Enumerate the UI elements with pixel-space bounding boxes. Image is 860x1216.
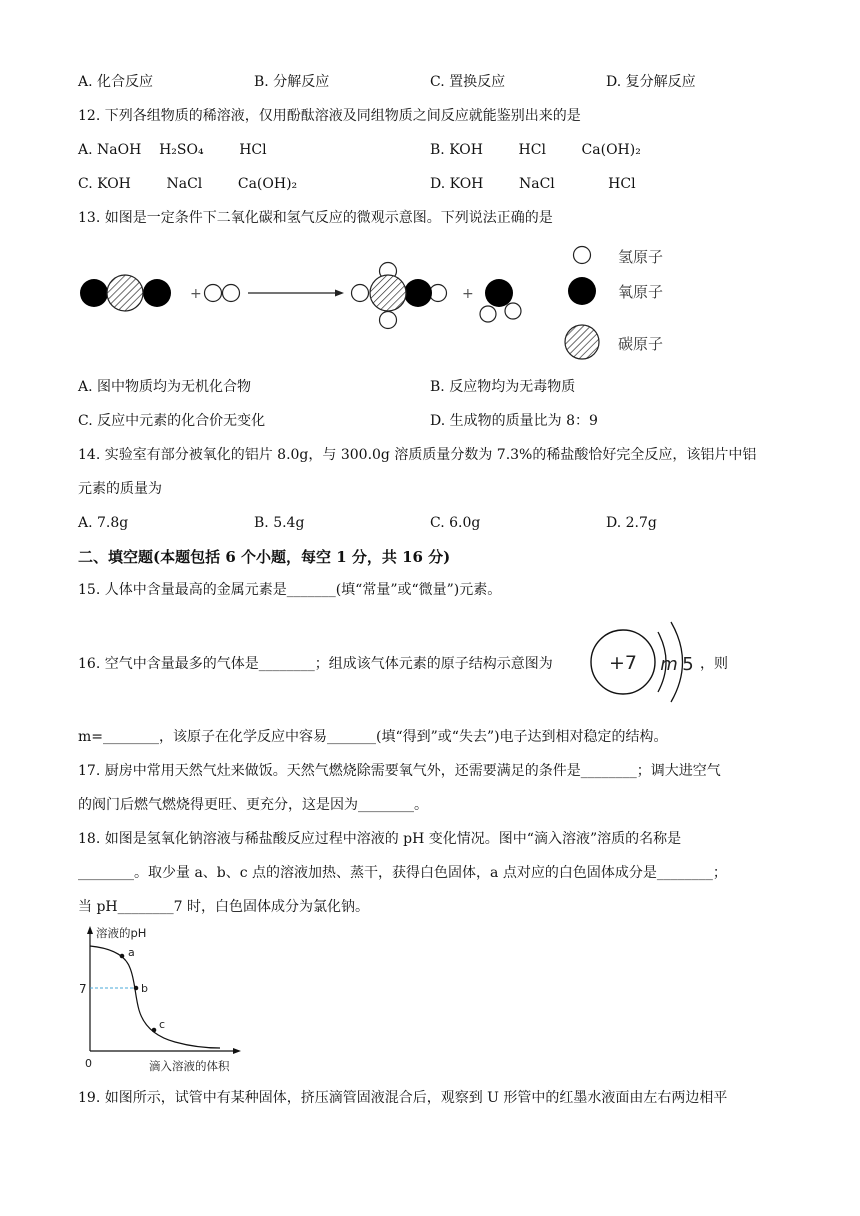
nitrogen-atom-structure-diagram [590,614,702,714]
q16-line2: m=________，该原子在化学反应中容易_______(填“得到”或“失去”)电子达到相对稳定的结构。 [78,729,668,745]
nucleus-charge: +7 [608,652,638,674]
q14-option-b: B. 5.4g [254,515,305,531]
q13-option-d: D. 生成物的质量比为 8：9 [430,413,598,429]
point-c [152,1028,157,1033]
q12-option-d: D. KOH NaCl HCl [430,176,636,192]
q17-line2: 的阀门后燃气燃烧得更旺、更充分，这是因为________。 [78,797,428,813]
legend-carbon-icon [565,325,599,359]
shell-2-electrons: 5 [682,654,694,675]
legend-oxygen: 氧原子 [618,283,664,301]
q13-reaction-diagram [70,238,710,368]
q12-option-c: C. KOH NaCl Ca(OH)₂ [78,176,298,192]
shell-1-electrons: m [660,654,678,675]
q11-option-b: B. 分解反应 [254,74,330,90]
ph-curve-graph [75,924,250,1076]
plus-sign: + [190,286,202,302]
q12-option-a: A. NaOH H₂SO₄ HCl [78,142,267,158]
q17-line1: 17. 厨房中常用天然气灶来做饭。天然气燃烧除需要氧气外，还需要满足的条件是________；调大进空气 [78,763,721,779]
legend-carbon: 碳原子 [618,335,664,353]
q13-stem: 13. 如图是一定条件下二氧化碳和氢气反应的微观示意图。下列说法正确的是 [78,210,553,226]
q12-option-b: B. KOH HCl Ca(OH)₂ [430,142,641,158]
point-b-label: b [141,982,148,995]
q16-line1-b: ，则 [700,656,728,672]
q14-stem-line2: 元素的质量为 [78,481,162,497]
q18-line2: ________。取少量 a、b、c 点的溶液加热、蒸干，获得白色固体，a 点对应的白色固体成分是________； [78,865,727,881]
q16-line1-a: 16. 空气中含量最多的气体是________；组成该气体元素的原子结构示意图为 [78,656,553,672]
q14-option-a: A. 7.8g [78,515,129,531]
plus-sign: + [462,286,474,302]
q15-text: 15. 人体中含量最高的金属元素是_______(填“常量”或“微量”)元素。 [78,582,502,598]
section-2-title: 二、填空题(本题包括 6 个小题，每空 1 分，共 16 分) [78,548,451,566]
oxygen-atom [143,279,171,307]
legend [565,247,663,360]
point-b [134,986,139,991]
ph-curve [90,946,220,1048]
water-molecule [480,279,521,322]
q14-option-d: D. 2.7g [606,515,657,531]
q13-option-c: C. 反应中元素的化合价无变化 [78,413,266,429]
x-axis-label: 滴入溶液的体积 [149,1059,230,1073]
origin-label: 0 [85,1057,92,1070]
q13-option-b: B. 反应物均为无毒物质 [430,379,576,395]
point-a-label: a [128,946,135,959]
q11-option-c: C. 置换反应 [430,74,506,90]
y-axis-label: 溶液的pH [96,926,147,940]
hydrogen-atom [223,285,240,302]
q12-stem: 12. 下列各组物质的稀溶液，仅用酚酞溶液及同组物质之间反应就能鉴别出来的是 [78,108,581,124]
point-a [120,954,125,959]
hydrogen-atom [205,285,222,302]
q13-option-a: A. 图中物质均为无机化合物 [78,379,252,395]
q11-option-d: D. 复分解反应 [606,74,696,90]
y-7-label: 7 [79,982,87,996]
legend-hydrogen-icon [574,247,591,264]
q14-stem-line1: 14. 实验室有部分被氧化的铝片 8.0g，与 300.0g 溶质质量分数为 7.3%的稀盐酸恰好完全反应，该铝片中铝 [78,447,757,463]
methanol-molecule [352,263,447,329]
h2-molecule [205,285,240,302]
point-c-label: c [159,1018,166,1031]
legend-hydrogen: 氢原子 [618,248,664,266]
q18-line3: 当 pH________7 时，白色固体成分为氯化钠。 [78,899,369,915]
oxygen-atom [80,279,108,307]
q14-option-c: C. 6.0g [430,515,481,531]
q18-line1: 18. 如图是氢氧化钠溶液与稀盐酸反应过程中溶液的 pH 变化情况。图中“滴入溶液”溶质的名称是 [78,831,682,847]
q19-line1: 19. 如图所示，试管中有某种固体，挤压滴管固液混合后，观察到 U 形管中的红墨水液面由左右两边相平 [78,1090,728,1106]
carbon-atom [107,275,143,311]
co2-molecule [80,275,171,311]
legend-oxygen-icon [568,277,596,305]
q11-option-a: A. 化合反应 [78,74,154,90]
